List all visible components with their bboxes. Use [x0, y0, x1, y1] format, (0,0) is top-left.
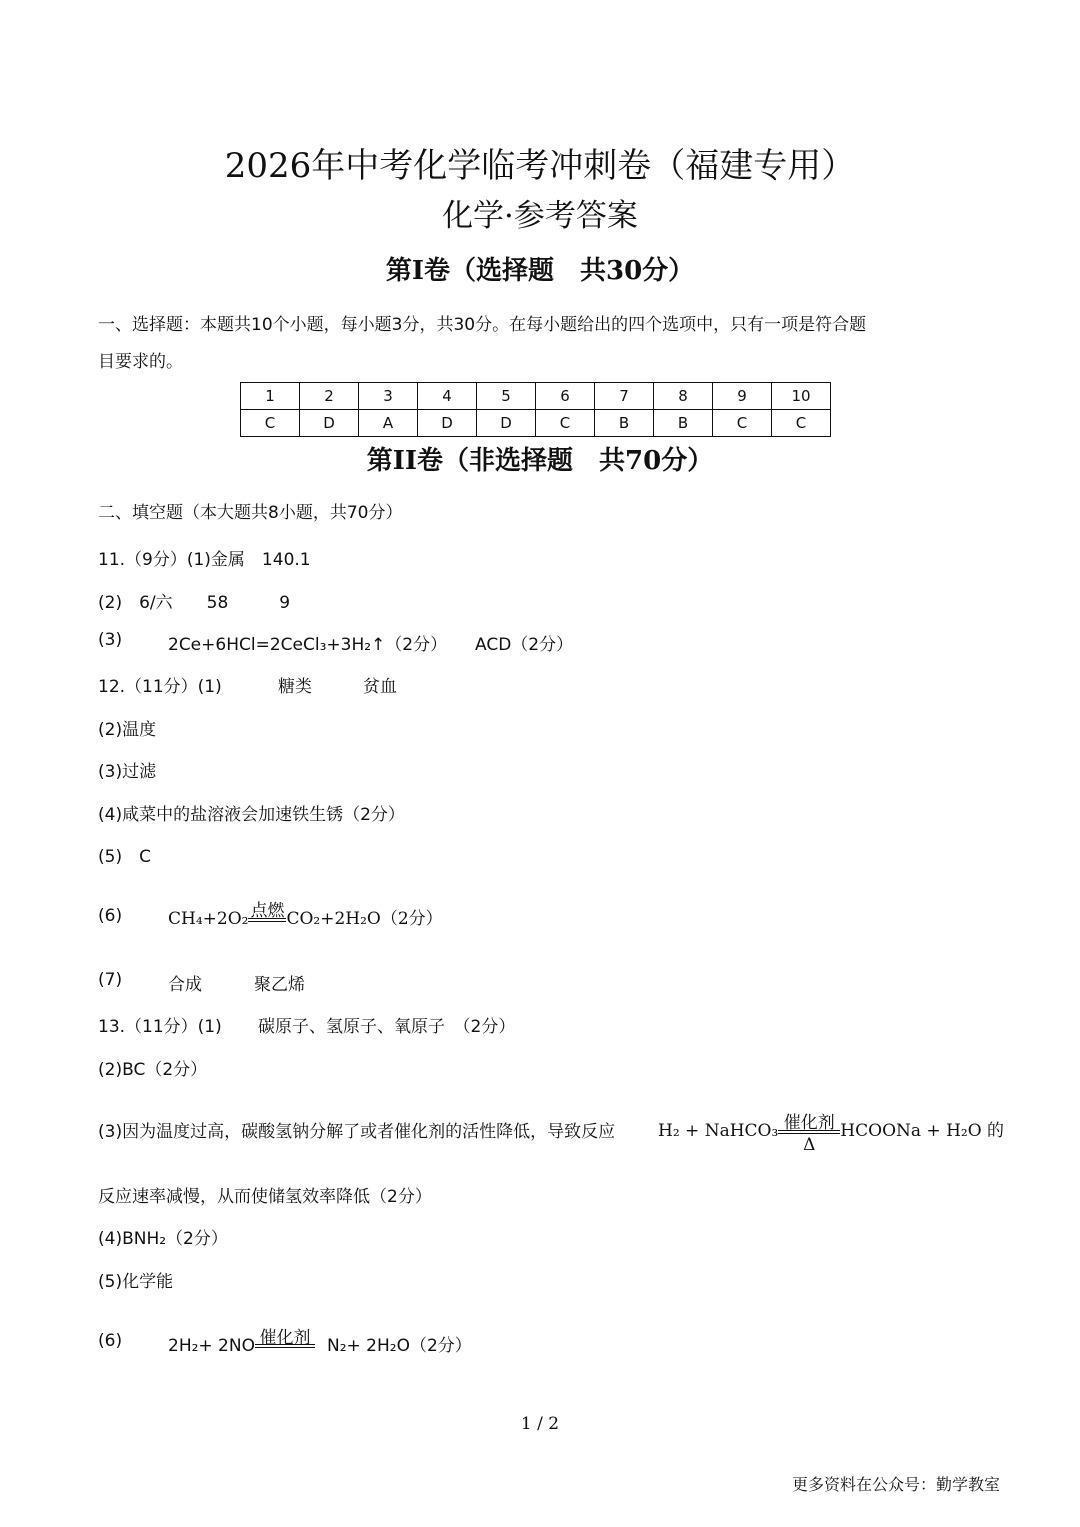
q12-line1-label: 12.（11分）(1): [98, 677, 222, 697]
section1-intro-line1: 一、选择题：本题共10个小题，每小题3分，共30分。在每小题给出的四个选项中，只有一项是符合题: [98, 315, 867, 335]
q13-line7-label: (6): [98, 1331, 123, 1351]
table-cell-number: 3: [359, 383, 418, 410]
q13-line4: 反应速率减慢，从而使储氢效率降低（2分）: [98, 1187, 432, 1207]
equation-right: CO₂+2H₂O（2分）: [286, 909, 443, 929]
condition-bottom-text: Δ: [803, 1135, 816, 1155]
table-cell-answer: A: [359, 410, 418, 437]
q13-line1-answer: 碳原子、氢原子、氧原子 （2分）: [258, 1017, 516, 1037]
q13-line3-text: (3)因为温度过高，碳酸氢钠分解了或者催化剂的活性降低，导致反应: [98, 1122, 616, 1142]
q11-line2: (2) 6/六 58 9: [98, 593, 291, 613]
section2-intro: 二、填空题（本大题共8小题，共70分）: [98, 503, 403, 523]
reaction-condition: [778, 1113, 840, 1155]
equation-left: 2H₂+ 2NO: [168, 1336, 255, 1356]
q12-combustion-equation: [168, 901, 443, 929]
q13-catalysis-equation: [658, 1113, 1005, 1155]
q12-line1-answer-a: 糖类: [278, 677, 312, 697]
q13-line5: (4)BNH₂（2分）: [98, 1229, 228, 1249]
q11-line1: 11.（9分）(1)金属 140.1: [98, 550, 311, 570]
part1-heading: 第I卷（选择题 共30分）: [385, 256, 695, 286]
document-subtitle: 化学·参考答案: [442, 198, 638, 234]
table-cell-answer: B: [654, 410, 713, 437]
q13-line1-label: 13.（11分）(1): [98, 1017, 222, 1037]
table-cell-number: 8: [654, 383, 713, 410]
table-cell-number: 1: [241, 383, 300, 410]
q12-line2: (2)温度: [98, 720, 157, 740]
table-cell-number: 6: [536, 383, 595, 410]
reaction-condition: [255, 1328, 315, 1356]
equation-left: CH₄+2O₂: [168, 909, 249, 929]
table-cell-answer: C: [241, 410, 300, 437]
q11-line3-answer: ACD（2分）: [475, 635, 574, 655]
q12-line1-answer-b: 贫血: [363, 677, 397, 697]
table-cell-number: 5: [477, 383, 536, 410]
q13-reduction-equation: [168, 1328, 472, 1356]
document-title: 2026年中考化学临考冲刺卷（福建专用）: [224, 146, 856, 186]
q13-line6: (5)化学能: [98, 1272, 174, 1292]
table-cell-answer: C: [713, 410, 772, 437]
table-cell-answer: D: [300, 410, 359, 437]
reaction-condition: [248, 901, 286, 929]
q12-line7-answer-b: 聚乙烯: [254, 975, 305, 995]
footer-note: 更多资料在公众号：勤学教室: [792, 1475, 1001, 1494]
table-cell-number: 4: [418, 383, 477, 410]
table-cell-answer: C: [536, 410, 595, 437]
q13-line2: (2)BC（2分）: [98, 1060, 208, 1080]
table-cell-answer: B: [595, 410, 654, 437]
table-cell-number: 7: [595, 383, 654, 410]
equation-right: N₂+ 2H₂O（2分）: [326, 1336, 472, 1356]
part2-heading: 第II卷（非选择题 共70分）: [366, 446, 714, 476]
condition-text: 点燃: [250, 901, 285, 921]
q12-line3: (3)过滤: [98, 762, 157, 782]
q12-line6-label: (6): [98, 906, 123, 926]
condition-top-text: 催化剂: [783, 1113, 835, 1133]
q12-line4: (4)咸菜中的盐溶液会加速铁生锈（2分）: [98, 805, 405, 825]
page-number: 1 / 2: [520, 1414, 560, 1434]
condition-text: 催化剂: [259, 1328, 311, 1348]
q12-line7-answer-a: 合成: [168, 975, 202, 995]
section1-intro-line2: 目要求的。: [98, 352, 183, 372]
table-cell-answer: D: [477, 410, 536, 437]
table-cell-answer: D: [418, 410, 477, 437]
table-cell-number: 2: [300, 383, 359, 410]
q12-line7-label: (7): [98, 970, 123, 990]
answer-table: [240, 382, 831, 437]
equation-right: HCOONa + H₂O 的: [840, 1121, 1005, 1141]
q11-line3-label: (3): [98, 630, 123, 650]
table-cell-answer: C: [772, 410, 831, 437]
q11-line3-equation: 2Ce+6HCl=2CeCl₃+3H₂↑（2分）: [168, 635, 448, 655]
q12-line5: (5) C: [98, 847, 151, 867]
table-cell-number: 9: [713, 383, 772, 410]
equation-left: H₂ + NaHCO₃: [658, 1121, 779, 1141]
answer-table-answer-row: [241, 410, 831, 437]
table-cell-number: 10: [772, 383, 831, 410]
answer-table-number-row: [241, 383, 831, 410]
